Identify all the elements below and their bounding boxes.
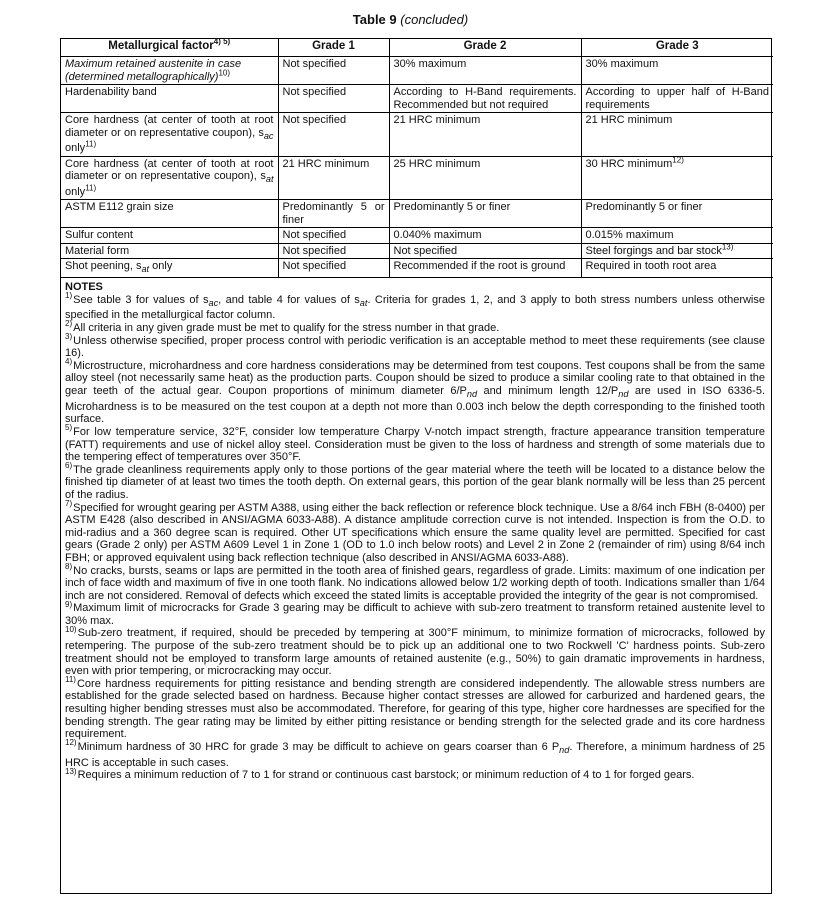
grade-2-cell: 25 HRC minimum: [389, 156, 581, 200]
grade-3-cell: 0.015% maximum: [581, 228, 773, 244]
header-grade-2: Grade 2: [389, 39, 581, 57]
factor-cell: ASTM E112 grain size: [61, 200, 278, 228]
grade-1-cell: Predominantly 5 or finer: [278, 200, 389, 228]
grade-2-cell: 30% maximum: [389, 57, 581, 85]
note-9: $^{9)}$Maximum limit of microcracks for Grade 3 gearing may be difficult to achieve with sub-zero treatment to transform retained austenite level to 30% max.: [65, 599, 765, 627]
grade-1-cell: 21 HRC minimum: [278, 156, 389, 200]
grade-1-cell: Not specified: [278, 57, 389, 85]
note-6: $^{6)}$The grade cleanliness requirements apply only to those portions of the gear material where the teeth will be located to a distance below the finished tip diameter of at least two times the tooth depth. On external gears, this portion of the gear blank normally will be less than 25 percent of the radius.: [65, 461, 765, 501]
notes-heading: NOTES: [65, 281, 103, 294]
grade-2-cell: Recommended if the root is ground: [389, 259, 581, 278]
note-7: $^{7)}$Specified for wrought gearing per ASTM A388, using either the back reflection or reference block technique. Use a 8/64 inch FBH (8-0400) per ASTM E428 (also described in ANSI/AGMA 6033-A88). A distance amplitude correction curve is not intended. Inspection is from the O.D. to mid-radius and a 360 degree scan is required. Other UT specifications which ensure the same quality level are permitted. Specified for cast gears (Grade 2 only) per ASTM A609 Level 1 in Zone 1 (OD to 1.0 inch below roots) and Level 2 in Zone 2 (remainder of rim) using 8/64 inch FBH; or approved equivalent using back reflection technique (also described in ANSI/AGMA 6033-A88).: [65, 498, 765, 564]
note-12: $^{12)}$Minimum hardness of 30 HRC for grade 3 may be difficult to achieve on gears coarser than 6 $P_{nd}$. Therefore, a minimum hardness of 25 HRC is acceptable in such cases.: [65, 738, 765, 769]
grade-3-cell: 30% maximum: [581, 57, 773, 85]
note-2: $^{2)}$All criteria in any given grade must be met to qualify for the stress number in that grade.: [65, 319, 500, 335]
table-row: [61, 57, 773, 85]
grade-1-cell: Not specified: [278, 228, 389, 244]
factor-cell: Core hardness (at center of tooth at root diameter or on representative coupon), $s_{at}$ only$^{11)}$: [61, 156, 278, 200]
grade-3-cell: Required in tooth root area: [581, 259, 773, 278]
grade-3-cell: According to upper half of H-Band requirements: [581, 85, 773, 113]
header-row: [61, 39, 773, 57]
grade-1-cell: Not specified: [278, 85, 389, 113]
header-grade-1: Grade 1: [278, 39, 389, 57]
grade-2-cell: According to H-Band requirements. Recommended but not required: [389, 85, 581, 113]
table-title: Table 9: [352, 12, 397, 27]
table-row: [61, 228, 773, 244]
grade-3-cell: 30 HRC minimum$^{12)}$: [581, 156, 773, 200]
note-5: $^{5)}$For low temperature service, 32°F, consider low temperature Charpy V-notch impact strength, fracture appearance transition temperature (FATT) requirements and use of nickel alloy steel. Consideration must be given to the loss of hardness and strength of some materials due to the tempering effect of temperatures over 350°F.: [65, 423, 765, 464]
table-row: [61, 259, 773, 278]
factor-cell: Material form: [61, 243, 278, 259]
grade-2-cell: 0.040% maximum: [389, 228, 581, 244]
header-factor: Metallurgical factor$^{4) 5)}$: [61, 39, 278, 57]
metallurgical-table: [61, 39, 773, 278]
note-4: $^{4)}$Microstructure, microhardness and core hardness considerations may be determined from test coupons. Test coupons shall be from the same alloy steel (not necessarily same heat) as the production parts. Coupon should be sized to produce a similar cooling rate to that obtained in the gear teeth of the actual gear. Coupon proportions of minimum diameter $6/P_{nd}$ and minimum length $12/P_{nd}$ are used in ISO 6336-5. Microhardness is to be measured on the test coupon at a depth not more than 0.003 inch below the depth corresponding to the finished tooth surface.: [65, 357, 766, 426]
grade-1-cell: Not specified: [278, 259, 389, 278]
page-title: [0, 12, 821, 27]
factor-cell: Maximum retained austenite in case (determined metallographically)$^{10)}$: [61, 57, 278, 85]
header-grade-3: Grade 3: [581, 39, 773, 57]
table-frame: [60, 38, 772, 894]
note-8: $^{8)}$No cracks, bursts, seams or laps are permitted in the tooth area of finished gears, regardless of grade. Limits: maximum of one indication per inch of face width and maximum of five in one tooth flank. No indications allowed below 1/2 working depth of tooth. Indications smaller than 1/64 inch are not considered. Removal of defects which exceed the stated limits is acceptable provided the integrity of the gear is not compromised.: [65, 561, 765, 602]
grade-2-cell: Predominantly 5 or finer: [389, 200, 581, 228]
factor-cell: Shot peening, $s_{at}$ only: [61, 259, 278, 278]
grade-1-cell: Not specified: [278, 243, 389, 259]
table-row: [61, 85, 773, 113]
table-row: [61, 156, 773, 200]
table-row: [61, 200, 773, 228]
factor-cell: Core hardness (at center of tooth at root diameter or on representative coupon), $s_{ac}$ only$^{11)}$: [61, 113, 278, 157]
factor-cell: Sulfur content: [61, 228, 278, 244]
grade-2-cell: Not specified: [389, 243, 581, 259]
table-row: [61, 243, 773, 259]
note-11: $^{11)}$Core hardness requirements for pitting resistance and bending strength are considered independently. The allowable stress numbers are established for the grade selected based on hardness. Because higher contact stresses are allowed for carburized and hardened gears, the resulting higher bending stresses must also be accommodated. Therefore, for gearing of this type, higher core hardnesses are specified for the bending strength. The gear rating may be limited by either pitting resistance or bending strength for the selected grade and its core hardness requirement.: [65, 675, 765, 741]
notes-section: [61, 278, 771, 782]
grade-1-cell: Not specified: [278, 113, 389, 157]
grade-2-cell: 21 HRC minimum: [389, 113, 581, 157]
note-10: $^{10)}$Sub-zero treatment, if required, should be preceded by tempering at 300°F minimum, to minimize formation of microcracks, followed by retempering. The purpose of the sub-zero treatment should be to pick up an additional one to two Rockwell 'C' hardness points. Sub-zero treatment should not be employed to transform large amounts of retained austenite (e.g., 50%) to gain dramatic improvements in hardness, even with prior tempering, or microcracking may occur.: [65, 624, 765, 678]
table-row: [61, 113, 773, 157]
note-1: $^{1)}$See table 3 for values of $s_{ac}$, and table 4 for values of $s_{at}$. Criteria for grades 1, 2, and 3 apply to both stress numbers unless otherwise specified in the metallurgical factor column.: [65, 291, 765, 322]
grade-3-cell: Predominantly 5 or finer: [581, 200, 773, 228]
grade-3-cell: Steel forgings and bar stock$^{13)}$: [581, 243, 773, 259]
note-13: $^{13)}$Requires a minimum reduction of 7 to 1 for strand or continuous cast barstock; or minimum reduction of 4 to 1 for forged gears.: [65, 766, 695, 782]
factor-cell: Hardenability band: [61, 85, 278, 113]
note-3: $^{3)}$Unless otherwise specified, proper process control with periodic verification is an acceptable method to meet these requirements (see clause 16).: [65, 331, 765, 360]
grade-3-cell: 21 HRC minimum: [581, 113, 773, 157]
table-title-suffix: (concluded): [400, 12, 469, 27]
